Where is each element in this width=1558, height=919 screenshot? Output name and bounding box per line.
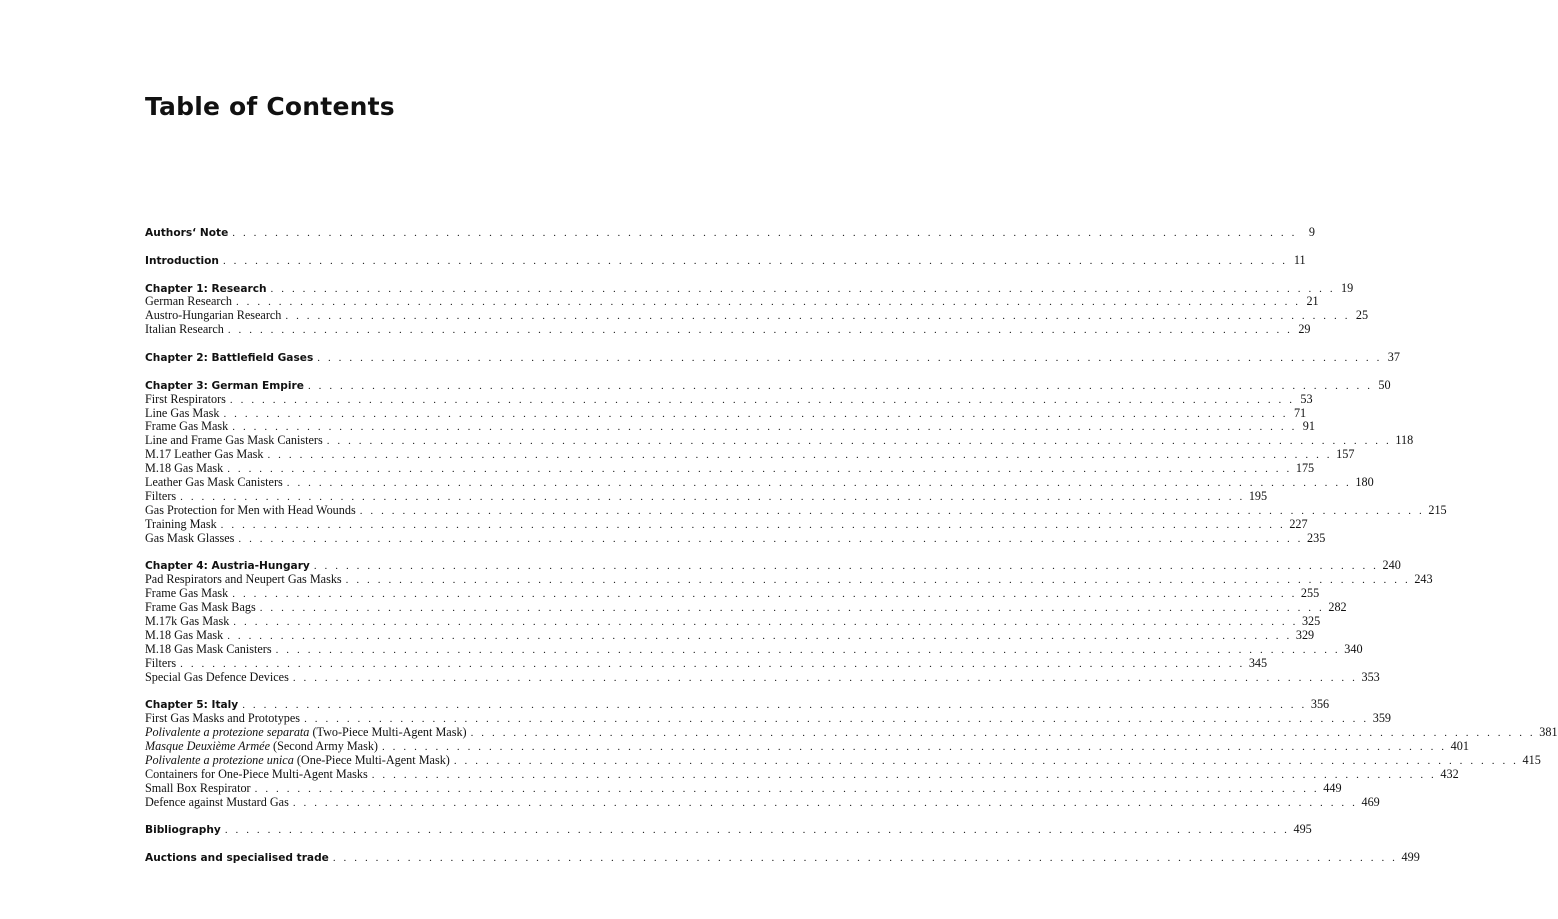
dot-leader: . . . . . . . . . . . . . . . . . . . . . . . . . . . . . . . . . . . . . . . . . . . . . . . . . . . . . . . . . . . . . . . . . . . . . . . . . . . . . . . . . . . . . . . . . . . . . . . . . . . . [470, 727, 1536, 740]
toc-entry-page-number: 235 [1307, 530, 1326, 545]
dot-leader: . . . . . . . . . . . . . . . . . . . . . . . . . . . . . . . . . . . . . . . . . . . . . . . . . . . . . . . . . . . . . . . . . . . . . . . . . . . . . . . . . . . . . . . . . . . . . . . . . . . . [227, 629, 1292, 642]
toc-entry-label: First Gas Masks and Prototypes [145, 711, 301, 726]
toc-entry[interactable] [145, 433, 1414, 448]
toc-entry-label: Containers for One-Piece Multi-Agent Masks [145, 766, 368, 781]
toc-entry-label: German Research [145, 294, 232, 309]
toc-entry[interactable] [145, 502, 1447, 518]
toc-entry[interactable] [145, 600, 1347, 615]
toc-entry-page-number: 325 [1301, 613, 1321, 628]
dot-leader: . . . . . . . . . . . . . . . . . . . . . . . . . . . . . . . . . . . . . . . . . . . . . . . . . . . . . . . . . . . . . . . . . . . . . . . . . . . . . . . . . . . . . . . . . . . . . . . . . . . . [292, 796, 1358, 809]
toc-entry-label-italic: Polivalente a protezione separata [145, 725, 310, 740]
toc-heading-entry[interactable] [145, 850, 1420, 865]
toc-entry-page-number: 359 [1372, 711, 1391, 726]
dot-leader: . . . . . . . . . . . . . . . . . . . . . . . . . . . . . . . . . . . . . . . . . . . . . . . . . . . . . . . . . . . . . . . . . . . . . . . . . . . . . . . . . . . . . . . . . . . . . . . . . . . . [220, 518, 1286, 531]
toc-entry-label: First Respirators [145, 391, 226, 406]
dot-leader: . . . . . . . . . . . . . . . . . . . . . . . . . . . . . . . . . . . . . . . . . . . . . . . . . . . . . . . . . . . . . . . . . . . . . . . . . . . . . . . . . . . . . . . . . . . . . . . . . . . . [292, 671, 1358, 684]
toc-entry-page-number: 401 [1450, 738, 1469, 753]
toc-entry-label: M.18 Gas Mask Canisters [145, 641, 272, 656]
toc-heading-entry[interactable] [145, 697, 1330, 712]
toc-entry[interactable] [145, 572, 1433, 587]
toc-entry-page-number: 449 [1323, 780, 1342, 795]
toc-entry[interactable] [145, 475, 1374, 490]
toc-entry[interactable] [145, 586, 1320, 601]
toc-entry-page-number: 37 [1387, 350, 1400, 365]
toc-entry[interactable] [145, 419, 1315, 434]
toc-entry-page-number: 356 [1310, 697, 1330, 712]
dot-leader: . . . . . . . . . . . . . . . . . . . . . . . . . . . . . . . . . . . . . . . . . . . . . . . . . . . . . . . . . . . . . . . . . . . . . . . . . . . . . . . . . . . . . . . . . . . . . . . . . . . . [222, 254, 1288, 267]
toc-entry-page-number: 50 [1378, 377, 1391, 392]
toc-entry-label: Italian Research [145, 322, 224, 337]
toc-entry-page-number: 329 [1295, 627, 1315, 642]
toc-entry-label: Masque Deuxième Armée (Second Army Mask) [145, 738, 378, 753]
toc-heading-entry[interactable] [145, 252, 1306, 268]
toc-entry[interactable] [145, 447, 1355, 462]
dot-leader: . . . . . . . . . . . . . . . . . . . . . . . . . . . . . . . . . . . . . . . . . . . . . . . . . . . . . . . . . . . . . . . . . . . . . . . . . . . . . . . . . . . . . . . . . . . . . . . . . . . . [317, 352, 1382, 365]
dot-leader: . . . . . . . . . . . . . . . . . . . . . . . . . . . . . . . . . . . . . . . . . . . . . . . . . . . . . . . . . . . . . . . . . . . . . . . . . . . . . . . . . . . . . . . . . . . . . . . . . . . . [332, 852, 1398, 865]
dot-leader: . . . . . . . . . . . . . . . . . . . . . . . . . . . . . . . . . . . . . . . . . . . . . . . . . . . . . . . . . . . . . . . . . . . . . . . . . . . . . . . . . . . . . . . . . . . . . . . . . . . . [286, 477, 1352, 490]
toc-heading-entry[interactable] [145, 225, 1315, 240]
toc-entry-page-number: 345 [1248, 655, 1268, 670]
section-gap [145, 809, 626, 823]
toc-entry-label: Line Gas Mask [145, 405, 220, 420]
toc-entry-label: Frame Gas Mask [145, 586, 229, 601]
toc-entry-page-number: 157 [1336, 447, 1355, 462]
toc-entry-page-number: 415 [1522, 752, 1541, 767]
dot-leader: . . . . . . . . . . . . . . . . . . . . . . . . . . . . . . . . . . . . . . . . . . . . . . . . . . . . . . . . . . . . . . . . . . . . . . . . . . . . . . . . . . . . . . . . . . . . . . . . . . . . [304, 713, 1369, 726]
toc-entry-label: Austro-Hungarian Research [145, 308, 282, 323]
toc-entry-label: Introduction [145, 254, 219, 267]
dot-leader: . . . . . . . . . . . . . . . . . . . . . . . . . . . . . . . . . . . . . . . . . . . . . . . . . . . . . . . . . . . . . . . . . . . . . . . . . . . . . . . . . . . . . . . . . . . . . . . . . . . . [235, 296, 1301, 309]
toc-entry-label: M.18 Gas Mask [145, 461, 224, 476]
section-gap [145, 337, 626, 351]
toc-entry-page-number: 29 [1298, 322, 1311, 337]
dot-leader: . . . . . . . . . . . . . . . . . . . . . . . . . . . . . . . . . . . . . . . . . . . . . . . . . . . . . . . . . . . . . . . . . . . . . . . . . . . . . . . . . . . . . . . . . . . . . . . . . . . . [232, 421, 1297, 434]
toc-entry-label: Special Gas Defence Devices [145, 669, 289, 684]
toc-entry-label: Frame Gas Mask Bags [145, 600, 256, 615]
toc-entry-page-number: 11 [1293, 252, 1306, 267]
toc-heading-entry[interactable] [145, 280, 1354, 296]
toc-entry-label: Pad Respirators and Neupert Gas Masks [145, 572, 342, 587]
toc-entry-label: Chapter 1: Research [145, 282, 267, 295]
dot-leader: . . . . . . . . . . . . . . . . . . . . . . . . . . . . . . . . . . . . . . . . . . . . . . . . . . . . . . . . . . . . . . . . . . . . . . . . . . . . . . . . . . . . . . . . . . . . . . . . . . . . [232, 588, 1297, 601]
toc-entry[interactable] [145, 391, 1313, 407]
toc-entry[interactable] [145, 711, 1391, 726]
dot-leader: . . . . . . . . . . . . . . . . . . . . . . . . . . . . . . . . . . . . . . . . . . . . . . . . . . . . . . . . . . . . . . . . . . . . . . . . . . . . . . . . . . . . . . . . . . . . . . . . . . . . [345, 574, 1411, 587]
toc-entry-page-number: 175 [1295, 461, 1315, 476]
dot-leader: . . . . . . . . . . . . . . . . . . . . . . . . . . . . . . . . . . . . . . . . . . . . . . . . . . . . . . . . . . . . . . . . . . . . . . . . . . . . . . . . . . . . . . . . . . . . . . . . . . . . [381, 740, 1447, 753]
toc-entry-label: Training Mask [145, 516, 217, 531]
toc-entry-label: Gas Protection for Men with Head Wounds [145, 502, 356, 517]
toc-entry[interactable] [145, 461, 1315, 476]
toc-entry-label: Chapter 3: German Empire [145, 379, 304, 392]
toc-entry-label: Polivalente a protezione separata (Two-Piece Multi-Agent Mask) [145, 725, 467, 740]
toc-entry-label: Line and Frame Gas Mask Canisters [145, 433, 323, 448]
toc-entry-label: Filters [145, 655, 177, 670]
toc-entry-page-number: 381 [1539, 725, 1558, 740]
toc-entry[interactable] [145, 294, 1319, 309]
toc-entry-page-number: 243 [1414, 572, 1433, 587]
section-gap [145, 684, 626, 698]
dot-leader: . . . . . . . . . . . . . . . . . . . . . . . . . . . . . . . . . . . . . . . . . . . . . . . . . . . . . . . . . . . . . . . . . . . . . . . . . . . . . . . . . . . . . . . . . . . . . . . . . . . . [359, 504, 1425, 517]
section-gap [145, 268, 626, 282]
toc-entry[interactable] [145, 752, 1541, 768]
dot-leader: . . . . . . . . . . . . . . . . . . . . . . . . . . . . . . . . . . . . . . . . . . . . . . . . . . . . . . . . . . . . . . . . . . . . . . . . . . . . . . . . . . . . . . . . . . . . . . . . . . . . [232, 227, 1297, 239]
toc-entry-page-number: 195 [1248, 488, 1268, 503]
toc-entry-page-number: 19 [1341, 280, 1354, 295]
toc-entry-label: Gas Mask Glasses [145, 530, 235, 545]
dot-leader: . . . . . . . . . . . . . . . . . . . . . . . . . . . . . . . . . . . . . . . . . . . . . . . . . . . . . . . . . . . . . . . . . . . . . . . . . . . . . . . . . . . . . . . . . . . . . . . . . . . . [453, 754, 1519, 767]
dot-leader: . . . . . . . . . . . . . . . . . . . . . . . . . . . . . . . . . . . . . . . . . . . . . . . . . . . . . . . . . . . . . . . . . . . . . . . . . . . . . . . . . . . . . . . . . . . . . . . . . . . . [326, 435, 1392, 448]
section-gap [145, 545, 626, 559]
toc-entry-label: M.17k Gas Mask [145, 613, 230, 628]
toc-entry[interactable] [145, 725, 1558, 740]
toc-entry-page-number: 255 [1300, 586, 1320, 601]
toc-entry-label: Chapter 4: Austria-Hungary [145, 560, 310, 573]
toc-entry-label: M.17 Leather Gas Mask [145, 447, 264, 462]
toc-entry-page-number: 469 [1361, 794, 1380, 809]
section-gap [145, 837, 626, 851]
toc-entry[interactable] [145, 516, 1308, 532]
dot-leader: . . . . . . . . . . . . . . . . . . . . . . . . . . . . . . . . . . . . . . . . . . . . . . . . . . . . . . . . . . . . . . . . . . . . . . . . . . . . . . . . . . . . . . . . . . . . . . . . . . . . [254, 782, 1320, 795]
toc-entry-page-number: 432 [1440, 766, 1459, 781]
toc-entry[interactable] [145, 794, 1380, 810]
toc-entry[interactable] [145, 405, 1307, 421]
toc-entry-page-number: 353 [1361, 669, 1380, 684]
toc-entry-page-number: 340 [1344, 641, 1363, 656]
toc-entry-page-number: 499 [1401, 850, 1420, 865]
toc-entry[interactable] [145, 669, 1380, 685]
toc-entry-page-number: 240 [1382, 558, 1401, 573]
toc-entry[interactable] [145, 766, 1459, 782]
toc-entry-label: Authors‘ Note [145, 227, 229, 239]
dot-leader: . . . . . . . . . . . . . . . . . . . . . . . . . . . . . . . . . . . . . . . . . . . . . . . . . . . . . . . . . . . . . . . . . . . . . . . . . . . . . . . . . . . . . . . . . . . . . . . . . . . . [233, 615, 1298, 628]
toc-entry[interactable] [145, 655, 1268, 671]
section-gap [145, 365, 626, 379]
toc-entry-label: Filters [145, 488, 177, 503]
toc-entry-page-number: 180 [1355, 475, 1374, 490]
toc-entry-label: Chapter 2: Battlefield Gases [145, 352, 314, 365]
toc-entry-page-number: 53 [1300, 391, 1313, 406]
dot-leader: . . . . . . . . . . . . . . . . . . . . . . . . . . . . . . . . . . . . . . . . . . . . . . . . . . . . . . . . . . . . . . . . . . . . . . . . . . . . . . . . . . . . . . . . . . . . . . . . . . . . [180, 490, 1245, 503]
toc-entry-page-number: 215 [1428, 502, 1447, 517]
toc-entry[interactable] [145, 738, 1469, 754]
toc-entry-page-number: 495 [1293, 822, 1312, 837]
toc-entry[interactable] [145, 530, 1326, 546]
dot-leader: . . . . . . . . . . . . . . . . . . . . . . . . . . . . . . . . . . . . . . . . . . . . . . . . . . . . . . . . . . . . . . . . . . . . . . . . . . . . . . . . . . . . . . . . . . . . . . . . . . . . [371, 768, 1437, 781]
toc-entry-label: Small Box Respirator [145, 780, 251, 795]
toc-entry[interactable] [145, 322, 1311, 337]
page-title: Table of Contents [145, 92, 395, 121]
toc-entry-page-number: 282 [1328, 600, 1347, 615]
dot-leader: . . . . . . . . . . . . . . . . . . . . . . . . . . . . . . . . . . . . . . . . . . . . . . . . . . . . . . . . . . . . . . . . . . . . . . . . . . . . . . . . . . . . . . . . . . . . . . . . . . . . [227, 463, 1292, 476]
toc-entry-label: Defence against Mustard Gas [145, 794, 289, 809]
toc-entry-label: Frame Gas Mask [145, 419, 229, 434]
dot-leader: . . . . . . . . . . . . . . . . . . . . . . . . . . . . . . . . . . . . . . . . . . . . . . . . . . . . . . . . . . . . . . . . . . . . . . . . . . . . . . . . . . . . . . . . . . . . . . . . . . . . [238, 532, 1304, 545]
toc-entry[interactable] [145, 780, 1342, 796]
table-of-contents [145, 225, 1558, 865]
toc-entry[interactable] [145, 641, 1363, 657]
toc-entry-page-number: 71 [1293, 405, 1307, 420]
toc-entry-label-italic: Masque Deuxième Armée [145, 738, 270, 753]
toc-entry-label-italic: Polivalente a protezione unica [145, 752, 294, 767]
toc-heading-entry[interactable] [145, 822, 1312, 837]
toc-entry-label: Leather Gas Mask Canisters [145, 475, 283, 490]
toc-heading-entry[interactable] [145, 558, 1401, 573]
toc-entry-label: Bibliography [145, 824, 221, 837]
toc-entry-page-number: 227 [1289, 516, 1308, 531]
toc-entry[interactable] [145, 488, 1268, 504]
dot-leader: . . . . . . . . . . . . . . . . . . . . . . . . . . . . . . . . . . . . . . . . . . . . . . . . . . . . . . . . . . . . . . . . . . . . . . . . . . . . . . . . . . . . . . . . . . . . . . . . . . . . [180, 657, 1245, 670]
toc-entry-label: Auctions and specialised trade [145, 852, 329, 865]
toc-entry-label: Polivalente a protezione unica (One-Piece Multi-Agent Mask) [145, 752, 450, 767]
toc-entry[interactable] [145, 613, 1321, 629]
toc-entry-page-number: 91 [1302, 419, 1315, 434]
dot-leader: . . . . . . . . . . . . . . . . . . . . . . . . . . . . . . . . . . . . . . . . . . . . . . . . . . . . . . . . . . . . . . . . . . . . . . . . . . . . . . . . . . . . . . . . . . . . . . . . . . . . [313, 560, 1379, 573]
toc-entry-page-number: 21 [1306, 294, 1319, 309]
dot-leader: . . . . . . . . . . . . . . . . . . . . . . . . . . . . . . . . . . . . . . . . . . . . . . . . . . . . . . . . . . . . . . . . . . . . . . . . . . . . . . . . . . . . . . . . . . . . . . . . . . . . [223, 407, 1289, 420]
toc-entry[interactable] [145, 627, 1315, 643]
dot-leader: . . . . . . . . . . . . . . . . . . . . . . . . . . . . . . . . . . . . . . . . . . . . . . . . . . . . . . . . . . . . . . . . . . . . . . . . . . . . . . . . . . . . . . . . . . . . . . . . . . . . [275, 643, 1341, 656]
toc-entry-page-number: 25 [1355, 308, 1369, 323]
dot-leader: . . . . . . . . . . . . . . . . . . . . . . . . . . . . . . . . . . . . . . . . . . . . . . . . . . . . . . . . . . . . . . . . . . . . . . . . . . . . . . . . . . . . . . . . . . . . . . . . . . . . [270, 282, 1336, 295]
dot-leader: . . . . . . . . . . . . . . . . . . . . . . . . . . . . . . . . . . . . . . . . . . . . . . . . . . . . . . . . . . . . . . . . . . . . . . . . . . . . . . . . . . . . . . . . . . . . . . . . . . . . [267, 449, 1333, 462]
dot-leader: . . . . . . . . . . . . . . . . . . . . . . . . . . . . . . . . . . . . . . . . . . . . . . . . . . . . . . . . . . . . . . . . . . . . . . . . . . . . . . . . . . . . . . . . . . . . . . . . . . . . [259, 602, 1325, 615]
dot-leader: . . . . . . . . . . . . . . . . . . . . . . . . . . . . . . . . . . . . . . . . . . . . . . . . . . . . . . . . . . . . . . . . . . . . . . . . . . . . . . . . . . . . . . . . . . . . . . . . . . . . [224, 824, 1290, 837]
toc-entry[interactable] [145, 308, 1369, 323]
dot-leader: . . . . . . . . . . . . . . . . . . . . . . . . . . . . . . . . . . . . . . . . . . . . . . . . . . . . . . . . . . . . . . . . . . . . . . . . . . . . . . . . . . . . . . . . . . . . . . . . . . . . [229, 393, 1295, 406]
toc-entry-page-number: 9 [1308, 225, 1315, 239]
toc-heading-entry[interactable] [145, 350, 1400, 365]
dot-leader: . . . . . . . . . . . . . . . . . . . . . . . . . . . . . . . . . . . . . . . . . . . . . . . . . . . . . . . . . . . . . . . . . . . . . . . . . . . . . . . . . . . . . . . . . . . . . . . . . . . . [307, 379, 1373, 392]
dot-leader: . . . . . . . . . . . . . . . . . . . . . . . . . . . . . . . . . . . . . . . . . . . . . . . . . . . . . . . . . . . . . . . . . . . . . . . . . . . . . . . . . . . . . . . . . . . . . . . . . . . . [242, 699, 1307, 712]
toc-heading-entry[interactable] [145, 377, 1391, 393]
toc-entry-label: M.18 Gas Mask [145, 627, 224, 642]
section-gap [145, 240, 626, 254]
dot-leader: . . . . . . . . . . . . . . . . . . . . . . . . . . . . . . . . . . . . . . . . . . . . . . . . . . . . . . . . . . . . . . . . . . . . . . . . . . . . . . . . . . . . . . . . . . . . . . . . . . . . [227, 324, 1293, 337]
toc-entry-label: Chapter 5: Italy [145, 699, 239, 712]
toc-entry-page-number: 118 [1395, 433, 1414, 448]
dot-leader: . . . . . . . . . . . . . . . . . . . . . . . . . . . . . . . . . . . . . . . . . . . . . . . . . . . . . . . . . . . . . . . . . . . . . . . . . . . . . . . . . . . . . . . . . . . . . . . . . . . . [285, 310, 1351, 323]
